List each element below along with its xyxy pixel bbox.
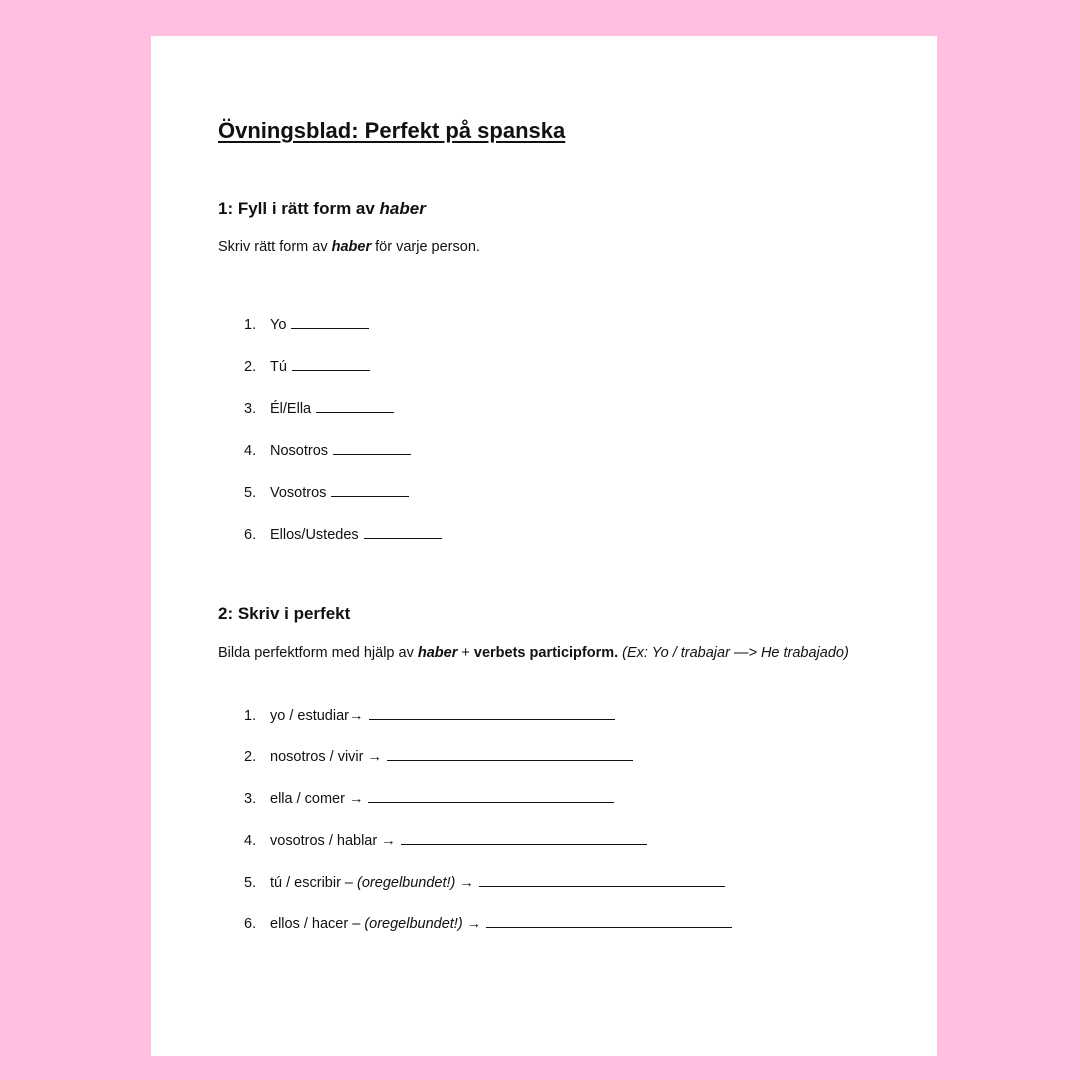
section-1-item — [244, 482, 409, 502]
section-2-item — [244, 830, 647, 850]
item-number: 5. — [244, 875, 257, 891]
section-2-instr-example: (Ex: Yo / trabajar —> He trabajado) — [618, 645, 849, 661]
answer-blank[interactable] — [479, 872, 725, 887]
item-label: Vosotros — [270, 485, 327, 501]
item-label: tú / escribir – — [270, 875, 358, 891]
item-number: 1. — [244, 317, 257, 333]
item-label: Él/Ella — [270, 401, 312, 417]
item-arrow: → — [462, 916, 482, 932]
item-label: ella / comer → — [270, 791, 364, 807]
item-number: 4. — [244, 833, 257, 849]
item-number: 3. — [244, 401, 257, 417]
answer-blank[interactable] — [369, 705, 615, 720]
section-1-instr-start: Skriv rätt form av — [218, 239, 332, 255]
irregular-note: (oregelbundet!) — [364, 916, 463, 932]
item-number: 6. — [244, 916, 257, 932]
item-number: 1. — [244, 708, 257, 724]
section-2-instr-plus: + — [457, 645, 474, 661]
item-label: yo / estudiar→ — [270, 708, 364, 724]
section-2-item — [244, 746, 633, 766]
section-1-instructions — [218, 237, 480, 258]
section-1-item — [244, 398, 394, 418]
answer-blank[interactable] — [292, 356, 370, 371]
item-label: vosotros / hablar → — [270, 833, 396, 849]
section-1-item — [244, 524, 442, 544]
section-2-instr-emphasis: haber — [417, 645, 458, 661]
section-2-instructions — [218, 643, 858, 664]
item-label: nosotros / vivir → — [270, 749, 382, 765]
item-number: 6. — [244, 527, 257, 543]
section-2-item — [244, 872, 725, 892]
item-number: 2. — [244, 359, 257, 375]
answer-blank[interactable] — [333, 440, 411, 455]
answer-blank[interactable] — [387, 746, 633, 761]
section-1-instr-emphasis: haber — [331, 239, 372, 255]
page-title: Övningsblad: Perfekt på spanska — [218, 118, 566, 143]
section-1-heading — [218, 199, 426, 219]
irregular-note: (oregelbundet!) — [357, 875, 456, 891]
section-2-instr-start: Bilda perfektform med hjälp av — [218, 645, 418, 661]
item-label: Ellos/Ustedes — [270, 527, 359, 543]
section-2-heading: 2: Skriv i perfekt — [218, 604, 351, 623]
section-1-item — [244, 356, 370, 376]
section-1-item — [244, 440, 411, 460]
item-label: Nosotros — [270, 443, 329, 459]
section-1-heading-text: 1: Fyll i rätt form av — [218, 199, 380, 218]
answer-blank[interactable] — [316, 398, 394, 413]
item-label: Tú — [270, 359, 287, 375]
section-2-item — [244, 913, 732, 933]
answer-blank[interactable] — [401, 830, 647, 845]
item-number: 5. — [244, 485, 257, 501]
answer-blank[interactable] — [331, 482, 409, 497]
item-number: 3. — [244, 791, 257, 807]
section-2-item — [244, 705, 615, 725]
item-number: 2. — [244, 749, 257, 765]
worksheet-page — [151, 36, 937, 1056]
answer-blank[interactable] — [486, 913, 732, 928]
section-1-instr-end: för varje person. — [371, 239, 480, 255]
item-arrow: → — [455, 875, 474, 891]
item-label: ellos / hacer – — [270, 916, 365, 932]
item-label: Yo — [270, 317, 287, 333]
answer-blank[interactable] — [291, 314, 369, 329]
section-2-instr-strong: verbets participform. — [473, 645, 619, 661]
section-1-heading-emphasis: haber — [379, 199, 426, 218]
answer-blank[interactable] — [368, 788, 614, 803]
section-2-item — [244, 788, 614, 808]
answer-blank[interactable] — [364, 524, 442, 539]
item-number: 4. — [244, 443, 257, 459]
section-1-item — [244, 314, 369, 334]
